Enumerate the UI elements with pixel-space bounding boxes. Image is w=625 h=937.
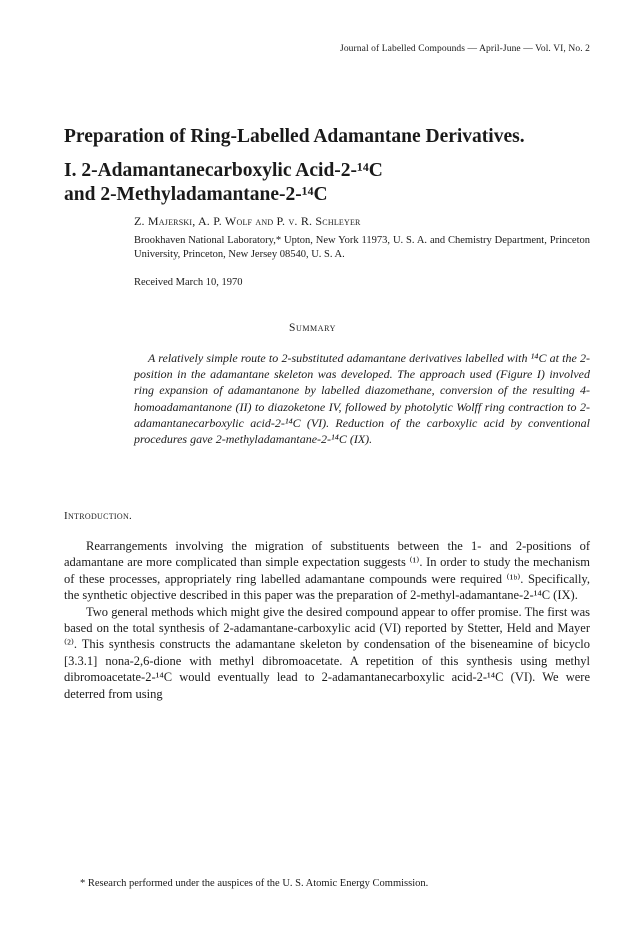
received-date: Received March 10, 1970: [134, 277, 243, 288]
affiliation: Brookhaven National Laboratory,* Upton, New York 11973, U. S. A. and Chemistry Department, Princeton University, Princeton, New Jersey 08540, U. S. A.: [134, 235, 590, 260]
author-list: Z. Majerski, A. P. Wolf and P. v. R. Schleyer: [134, 214, 361, 228]
paper-title-line-1: Preparation of Ring-Labelled Adamantane Derivatives.: [64, 126, 525, 147]
running-head: Journal of Labelled Compounds — April-June — Vol. VI, No. 2: [340, 44, 590, 54]
introduction-paragraph-1: Rearrangements involving the migration of substituents between the 1- and 2-positions of adamantane are more complicated than simple expectation suggests ⁽¹⁾. In order to study the mechanism of these processes, appropriately ring labelled adamantane compounds were required ⁽¹ᵇ⁾. Specifically, the synthetic objective described in this paper was the preparation of 2-methyl-adamantane-2-¹⁴C (IX).: [64, 539, 590, 603]
paper-title-line-3: and 2-Methyladamantane-2-¹⁴C: [64, 184, 328, 205]
paper-title-line-2: I. 2-Adamantanecarboxylic Acid-2-¹⁴C: [64, 160, 383, 181]
introduction-body: [64, 538, 590, 702]
footnote: * Research performed under the auspices of the U. S. Atomic Energy Commission.: [80, 878, 429, 889]
summary-heading: Summary: [288, 322, 337, 334]
summary-abstract: [134, 350, 590, 447]
summary-text: A relatively simple route to 2-substituted adamantane derivatives labelled with ¹⁴C at the 2-position in the adamantane skeleton was developed. The approach used (Figure I) involved ring expansion of adamantanone by labelled diazomethane, conversion of the resulting 4-homoadamantanone (II) to diazoketone IV, followed by photolytic Wolff ring contraction to 2-adamantanecarboxylic acid-2-¹⁴C (VI). Reduction of the carboxylic acid by conventional procedures gave 2-methyladamantane-2-¹⁴C (IX).: [134, 351, 590, 447]
introduction-paragraph-2: Two general methods which might give the desired compound appear to offer promise. The first was based on the total synthesis of 2-adamantane-carboxylic acid (VI) reported by Stetter, Held and Mayer ⁽²⁾. This synthesis constructs the adamantane skeleton by condensation of the biseneamine of bicyclo [3.3.1] nona-2,6-dione with methyl dibromoacetate. A repetition of this synthesis using methyl dibromoacetate-2-¹⁴C would eventually lead to 2-adamantanecarboxylic acid-2-¹⁴C (VI). We were deterred from using: [64, 604, 590, 701]
introduction-heading: Introduction.: [64, 510, 133, 522]
